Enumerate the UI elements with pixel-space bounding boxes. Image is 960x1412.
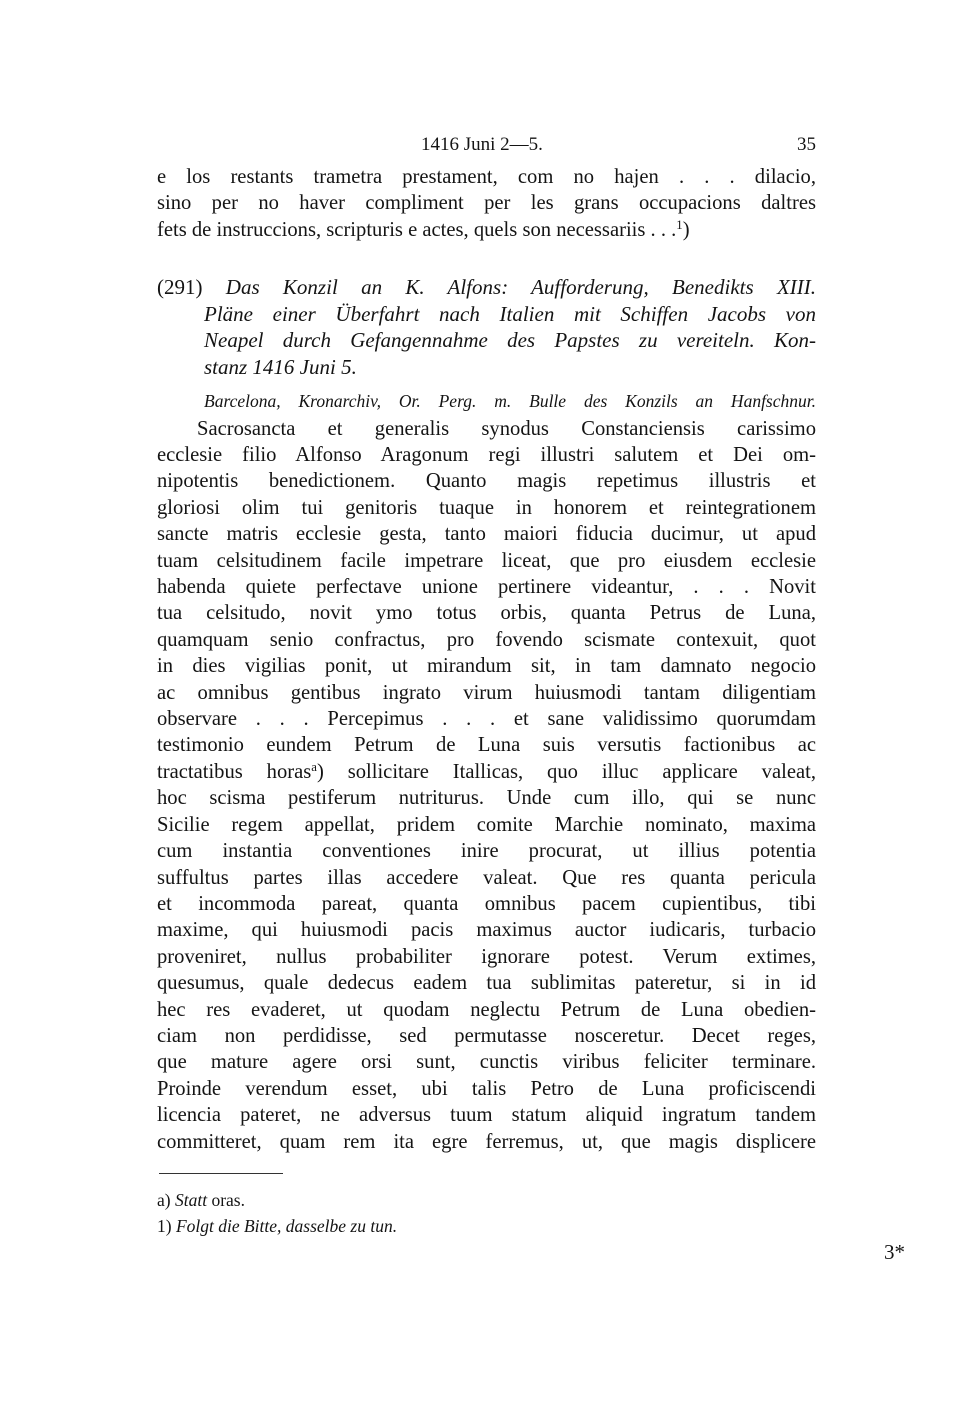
text-line: tractatibus horas$^a$) sollicitare Itallicas, quo illuc applicare valeat, bbox=[157, 759, 816, 783]
heading-line: Pläne einer Überfahrt nach Italien mit Schiffen Jacobs von bbox=[204, 301, 816, 326]
document-number: (291) bbox=[157, 275, 203, 300]
footnotes bbox=[157, 1187, 816, 1239]
text-line: licencia pateret, ne adversus tuum statum aliquid ingratum tandem bbox=[157, 1104, 816, 1127]
heading-line: Neapel durch Gefangennahme des Papstes zu vereiteln. Kon- bbox=[204, 328, 816, 353]
document-heading bbox=[157, 274, 816, 380]
text-line: sino per no haver compliment per les grans occupacions daltres bbox=[157, 192, 816, 215]
heading-line: (291) Das Konzil an K. Alfons: Aufforderung, Benedikts XIII. bbox=[157, 275, 817, 300]
text-line: tuam celsitudinem facile impetrare liceat, que pro eiusdem ecclesie bbox=[157, 549, 816, 572]
text-line: Sacrosancta et generalis synodus Constanciensis carissimo bbox=[197, 417, 816, 440]
text-line: Proinde verendum esset, ubi talis Petro de Luna proficiscendi bbox=[157, 1077, 816, 1100]
footnote-mark: 1 bbox=[676, 217, 683, 232]
text-line: hoc scisma pestiferum nutriturus. Unde cum illo, qui se nunc bbox=[157, 787, 816, 810]
text-line: que mature agere orsi sunt, cunctis viribus feliciter terminare. bbox=[157, 1051, 816, 1074]
text-line: et incommoda pareat, quanta omnibus pacem cupientibus, tibi bbox=[157, 892, 816, 915]
footnote-1: 1) Folgt die Bitte, dasselbe zu tun. bbox=[157, 1215, 398, 1236]
text-line: suffultus partes illas accedere valeat. Que res quanta pericula bbox=[157, 866, 816, 889]
text-line: committeret, quam rem ita egre ferremus, ut, que magis displicere bbox=[157, 1130, 816, 1153]
text-line: hec res evaderet, ut quodam neglectu Petrum de Luna obedien- bbox=[157, 998, 816, 1021]
page-number: 35 bbox=[797, 134, 816, 155]
text-line: fets de instruccions, scripturis e actes, quels son necessariis . . .$^1$) bbox=[157, 217, 690, 241]
text-line: testimonio eundem Petrum de Luna suis versutis factionibus ac bbox=[157, 734, 816, 757]
text-line: in dies vigilias ponit, ut mirandum sit, in tam damnato negocio bbox=[157, 655, 816, 678]
text-line: cum instantia conventiones inire procurat, ut illius potentia bbox=[157, 840, 816, 863]
footnote-mark: a bbox=[311, 759, 317, 774]
signature-mark: 3* bbox=[884, 1240, 905, 1264]
footnote-a: a) Statt oras. bbox=[157, 1189, 245, 1210]
text-line: ac omnibus gentibus ingrato virum huiusmodi tantam diligentiam bbox=[157, 681, 816, 704]
footnote-divider bbox=[159, 1173, 283, 1174]
heading-line: stanz 1416 Juni 5. bbox=[204, 355, 357, 379]
text-line: quesumus, quale dedecus eadem tua sublimitas pateretur, si in id bbox=[157, 972, 816, 995]
document-text bbox=[157, 416, 816, 1155]
page bbox=[157, 128, 816, 1239]
text-line: nipotentis benedictionem. Quanto magis repetimus illustris et bbox=[157, 470, 816, 493]
source-note: Barcelona, Kronarchiv, Or. Perg. m. Bulle des Konzils an Hanfschnur. bbox=[204, 390, 816, 411]
text-line: habenda quiete perfectave unione pertinere videantur, . . . Novit bbox=[157, 576, 816, 599]
page-header bbox=[157, 128, 816, 164]
text-line: ecclesie filio Alfonso Aragonum regi illustri salutem et Dei om- bbox=[157, 444, 816, 466]
text-line: proveniret, nullus probabiliter ignorare potest. Verum extimes, bbox=[157, 945, 816, 968]
text-line: sancte matris ecclesie gesta, tanto maiori fiducia ducimur, ut apud bbox=[157, 523, 816, 546]
continuation-text bbox=[157, 164, 816, 243]
text-line: ciam non perdidisse, sed permutasse nosceretur. Decet reges, bbox=[157, 1024, 816, 1047]
text-line: e los restants trametra prestament, com no hajen . . . dilacio, bbox=[157, 166, 816, 188]
text-line: gloriosi olim tui genitoris tuaque in honorem et reintegrationem bbox=[157, 496, 816, 519]
text-line: Sicilie regem appellat, pridem comite Marchie nominato, maxima bbox=[157, 813, 816, 836]
text-line: maxime, qui huiusmodi pacis maximus auctor iudicaris, turbacio bbox=[157, 919, 816, 942]
running-title: 1416 Juni 2—5. bbox=[421, 134, 543, 155]
text-line: observare . . . Percepimus . . . et sane validissimo quorumdam bbox=[157, 708, 816, 731]
text-line: tua celsitudo, novit ymo totus orbis, quanta Petrus de Luna, bbox=[157, 602, 816, 625]
text-line: quamquam senio confractus, pro fovendo scismate contexuit, quot bbox=[157, 628, 816, 651]
